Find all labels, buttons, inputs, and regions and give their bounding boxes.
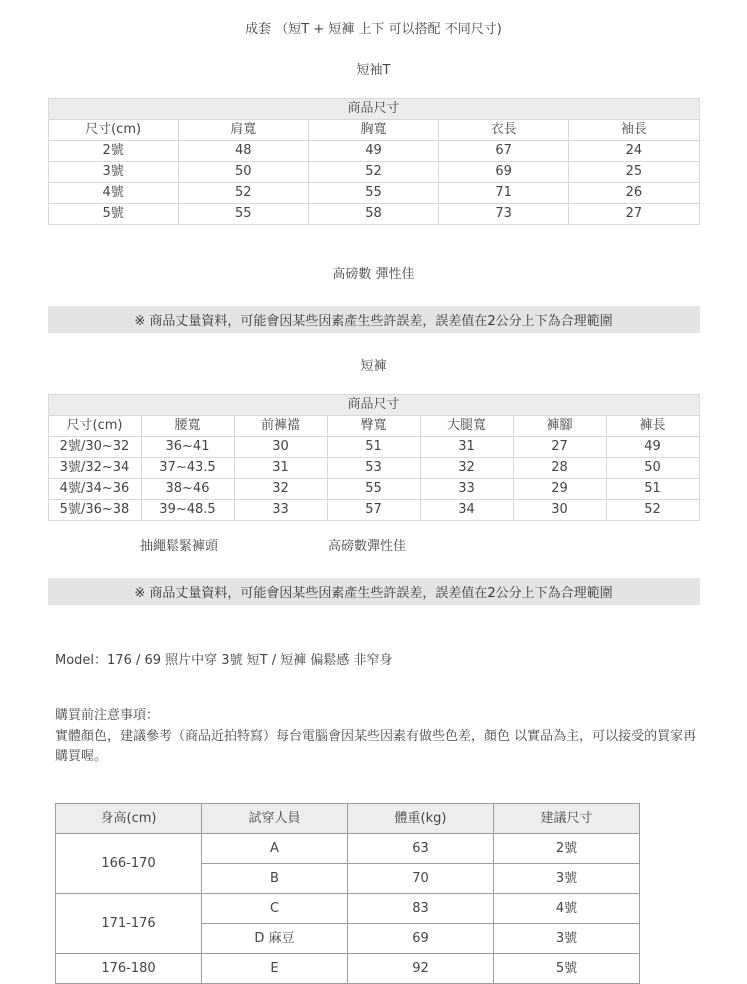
table-cell: E [202, 954, 348, 984]
table-row [48, 458, 699, 479]
table-cell: 73 [439, 204, 569, 225]
table-cell: 30 [234, 437, 327, 458]
table-cell: 27 [569, 204, 699, 225]
table-header-row [48, 416, 699, 437]
column-header: 體重(kg) [348, 804, 494, 834]
table-cell: 33 [234, 500, 327, 521]
table-cell: 71 [439, 183, 569, 204]
table-cell: D 麻豆 [202, 924, 348, 954]
set-description: 成套 （短T + 短褲 上下 可以搭配 不同尺寸) [245, 22, 502, 37]
table-header-row [48, 120, 699, 141]
table-row [48, 500, 699, 521]
table-row [48, 437, 699, 458]
table-cell: 4號 [494, 894, 640, 924]
shorts-fabric-note: 高磅數彈性佳 [328, 539, 407, 554]
table-cell: 55 [308, 183, 438, 204]
column-header: 尺寸(cm) [48, 416, 141, 437]
table-cell: 57 [327, 500, 420, 521]
table-cell: 33 [420, 479, 513, 500]
shorts-waist-note: 抽繩鬆緊褲頭 [140, 539, 219, 554]
table-cell: 25 [569, 162, 699, 183]
shorts-notes [140, 535, 747, 554]
table-cell: 69 [348, 924, 494, 954]
table-cell: 52 [606, 500, 699, 521]
table-cell: 51 [606, 479, 699, 500]
shorts-section-title: 短褲 [360, 359, 387, 374]
column-header: 試穿人員 [202, 804, 348, 834]
measurement-disclaimer-2: ※ 商品丈量資料，可能會因某些因素產生些許誤差，誤差值在2公分上下為合理範圍 [48, 578, 700, 605]
table-cell: 24 [569, 141, 699, 162]
fit-recommendation-table [55, 803, 640, 984]
tshirt-size-table [48, 98, 700, 225]
table-cell: 3號/32~34 [48, 458, 141, 479]
column-header: 建議尺寸 [494, 804, 640, 834]
column-header: 前褲襠 [234, 416, 327, 437]
table-cell: 52 [178, 183, 308, 204]
table-header-row [56, 804, 640, 834]
purchase-notice-body: 實體顏色，建議參考（商品近拍特寫）每台電腦會因某些因素有做些色差，顏色 以實品為主，可以接受的買家再購買喔。 [55, 729, 697, 764]
table-cell: 3號 [494, 864, 640, 894]
table-cell: 36~41 [141, 437, 234, 458]
column-header: 腰寬 [141, 416, 234, 437]
table-cell: 4號/34~36 [48, 479, 141, 500]
measurement-disclaimer: ※ 商品丈量資料，可能會因某些因素產生些許誤差，誤差值在2公分上下為合理範圍 [48, 306, 700, 333]
table-cell: 30 [513, 500, 606, 521]
table-cell: 51 [327, 437, 420, 458]
table-cell: 34 [420, 500, 513, 521]
height-range-cell: 176-180 [56, 954, 202, 984]
table-cell: 32 [420, 458, 513, 479]
table-row [56, 894, 640, 924]
table-cell: 32 [234, 479, 327, 500]
table-title-row [48, 99, 699, 120]
table-cell: 28 [513, 458, 606, 479]
table-cell: 70 [348, 864, 494, 894]
table-cell: 5號/36~38 [48, 500, 141, 521]
table-cell: 50 [606, 458, 699, 479]
table-cell: 31 [234, 458, 327, 479]
table-cell: B [202, 864, 348, 894]
table-row [56, 954, 640, 984]
column-header: 臀寬 [327, 416, 420, 437]
tshirt-section-title: 短袖T [356, 63, 391, 78]
table-cell: 50 [178, 162, 308, 183]
table-cell: 52 [308, 162, 438, 183]
table-cell: 31 [420, 437, 513, 458]
table-cell: 58 [308, 204, 438, 225]
height-range-cell: 166-170 [56, 834, 202, 894]
table-cell: 26 [569, 183, 699, 204]
table-cell: 4號 [48, 183, 178, 204]
table-cell: 55 [327, 479, 420, 500]
table-cell: 3號 [494, 924, 640, 954]
model-info: Model：176 / 69 照片中穿 3號 短T / 短褲 偏鬆感 非窄身 [55, 653, 393, 668]
table-cell: 38~46 [141, 479, 234, 500]
table-cell: 39~48.5 [141, 500, 234, 521]
table-cell: 5號 [494, 954, 640, 984]
tshirt-fabric-note: 高磅數 彈性佳 [332, 267, 415, 282]
column-header: 身高(cm) [56, 804, 202, 834]
table-title: 商品尺寸 [48, 99, 699, 120]
table-row [48, 183, 699, 204]
table-cell: 55 [178, 204, 308, 225]
table-cell: 49 [308, 141, 438, 162]
column-header: 尺寸(cm) [48, 120, 178, 141]
column-header: 肩寬 [178, 120, 308, 141]
table-cell: 48 [178, 141, 308, 162]
table-cell: 92 [348, 954, 494, 984]
column-header: 衣長 [439, 120, 569, 141]
purchase-notice-title: 購買前注意事項： [55, 708, 160, 723]
table-cell: 49 [606, 437, 699, 458]
table-cell: 29 [513, 479, 606, 500]
table-title-row [48, 395, 699, 416]
height-range-cell: 171-176 [56, 894, 202, 954]
column-header: 褲長 [606, 416, 699, 437]
table-cell: 37~43.5 [141, 458, 234, 479]
table-row [48, 162, 699, 183]
shorts-size-table [48, 394, 700, 521]
column-header: 胸寬 [308, 120, 438, 141]
table-cell: 2號 [48, 141, 178, 162]
table-cell: 3號 [48, 162, 178, 183]
table-row [56, 834, 640, 864]
table-row [48, 141, 699, 162]
table-cell: 53 [327, 458, 420, 479]
table-cell: A [202, 834, 348, 864]
column-header: 大腿寬 [420, 416, 513, 437]
column-header: 袖長 [569, 120, 699, 141]
table-title: 商品尺寸 [48, 395, 699, 416]
table-cell: 83 [348, 894, 494, 924]
column-header: 褲腳 [513, 416, 606, 437]
table-cell: 2號 [494, 834, 640, 864]
table-cell: 63 [348, 834, 494, 864]
table-cell: C [202, 894, 348, 924]
table-cell: 69 [439, 162, 569, 183]
table-cell: 5號 [48, 204, 178, 225]
table-cell: 27 [513, 437, 606, 458]
table-cell: 67 [439, 141, 569, 162]
table-cell: 2號/30~32 [48, 437, 141, 458]
table-row [48, 479, 699, 500]
table-row [48, 204, 699, 225]
